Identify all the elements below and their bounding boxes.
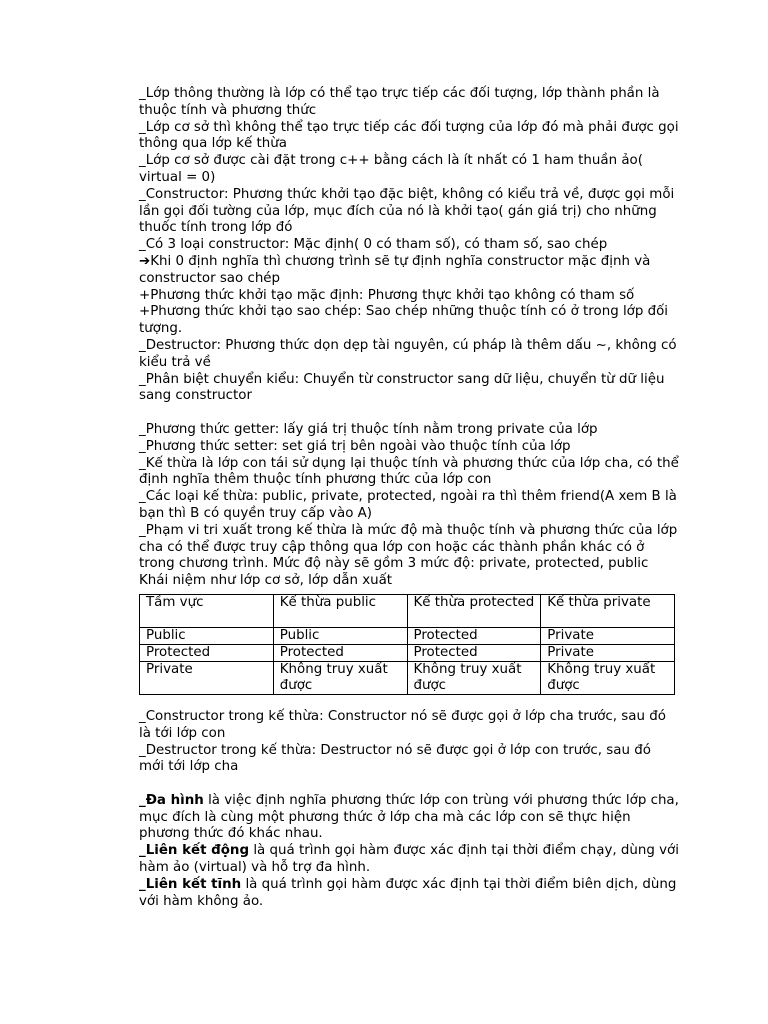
table-cell: Private xyxy=(541,644,675,661)
paragraph: _Phương thức getter: lấy giá trị thuộc tính nằm trong private của lớp xyxy=(139,421,598,437)
paragraph: _Phân biệt chuyển kiểu: Chuyển từ constructor sang dữ liệu, chuyển từ dữ liệu sang constructor xyxy=(139,371,665,404)
table-row xyxy=(140,661,675,694)
paragraph: _Kế thừa là lớp con tái sử dụng lại thuộc tính và phương thức của lớp cha, có thể định nghĩa thêm thuộc tính phương thức của lớp con xyxy=(139,455,679,488)
paragraph: Khái niệm như lớp cơ sở, lớp dẫn xuất xyxy=(139,573,393,589)
paragraph: +Phương thức khởi tạo sao chép: Sao chép những thuộc tính có ở trong lớp đối tượng. xyxy=(139,304,669,337)
paragraph: _Constructor trong kế thừa: Constructor nó sẽ được gọi ở lớp cha trước, sau đó là tới lớp con xyxy=(139,708,666,741)
table-header-cell: Tầm vực xyxy=(140,594,274,627)
paragraph: _Phương thức setter: set giá trị bên ngoài vào thuộc tính của lớp xyxy=(139,438,571,454)
definition-text: là quá trình gọi hàm được xác định tại thời điểm biên dịch, dùng với hàm không ảo. xyxy=(139,876,677,909)
table-cell: Không truy xuất được xyxy=(273,661,407,694)
table-row xyxy=(140,627,675,644)
table-cell: Public xyxy=(140,627,274,644)
inheritance-notes xyxy=(139,709,679,776)
blank-line xyxy=(139,405,679,422)
inheritance-access-table xyxy=(139,594,675,695)
table-header-cell: Kế thừa protected xyxy=(407,594,541,627)
paragraph: ➔Khi 0 định nghĩa thì chương trình sẽ tự định nghĩa constructor mặc định và constructor sao chép xyxy=(139,253,651,286)
definition-term: _Liên kết động xyxy=(139,843,250,859)
paragraph: _Destructor trong kế thừa: Destructor nó sẽ được gọi ở lớp con trước, sau đó mới tới lớp cha xyxy=(139,742,651,775)
paragraph: _Có 3 loại constructor: Mặc định( 0 có tham số), có tham số, sao chép xyxy=(139,237,608,253)
definition-text: là việc định nghĩa phương thức lớp con trùng với phương thức lớp cha, mục đích là cùng một phương thức ở lớp cha mà các lớp con sẽ thực hiện phương thức đó khác nhau. xyxy=(139,792,679,842)
table-cell: Protected xyxy=(407,644,541,661)
definition-term: _Liên kết tĩnh xyxy=(139,876,242,892)
paragraph: _Lớp thông thường là lớp có thể tạo trực tiếp các đối tượng, lớp thành phần là thuộc tính và phương thức xyxy=(139,86,660,118)
table-header-cell: Kế thừa public xyxy=(273,594,407,627)
paragraph: _Constructor: Phương thức khởi tạo đặc biệt, không có kiểu trả về, được gọi mỗi lần gọi đối tường của lớp, mục đích của nó là khởi tạo( gán giá trị) cho những thuốc tính trong lớp đó xyxy=(139,186,675,236)
paragraph: _Lớp cơ sở thì không thể tạo trực tiếp các đối tượng của lớp đó mà phải được gọi thông qua lớp kế thừa xyxy=(139,119,679,152)
table-row xyxy=(140,644,675,661)
paragraph: _Phạm vi tri xuất trong kế thừa là mức độ mà thuộc tính và phương thức của lớp cha có thể được truy cập thông qua lớp con hoặc các thành phần khác có ở trong chương trình. Mức độ này sẽ gồm 3 mức độ: private, protected, public xyxy=(139,522,678,572)
table-cell: Private xyxy=(140,661,274,694)
definition-paragraph xyxy=(139,843,679,877)
definition-text: là quá trình gọi hàm được xác định tại thời điểm chạy, dùng với hàm ảo (virtual) và hỗ trợ đa hình. xyxy=(139,843,679,876)
table-header-cell: Kế thừa private xyxy=(541,594,675,627)
table-cell: Protected xyxy=(407,627,541,644)
table-header-row xyxy=(140,594,675,627)
table-cell: Protected xyxy=(140,644,274,661)
paragraph: +Phương thức khởi tạo mặc định: Phương thực khởi tạo không có tham số xyxy=(139,287,635,303)
paragraph: _Lớp cơ sở được cài đặt trong c++ bằng cách là ít nhất có 1 ham thuần ảo( virtual = 0) xyxy=(139,153,643,185)
table-cell: Protected xyxy=(273,644,407,661)
table-cell: Public xyxy=(273,627,407,644)
definition-paragraph xyxy=(139,877,679,911)
table-cell: Private xyxy=(541,627,675,644)
table-cell: Không truy xuất được xyxy=(541,661,675,694)
definition-paragraph xyxy=(139,793,679,843)
paragraph: _Destructor: Phương thức dọn dẹp tài nguyên, cú pháp là thêm dấu ~, không có kiểu trả về xyxy=(139,337,677,370)
document-body xyxy=(139,86,679,910)
blank-line xyxy=(139,776,679,793)
paragraph: _Các loại kế thừa: public, private, protected, ngoài ra thì thêm friend(A xem B là bạn thì B có quyền truy cấp vào A) xyxy=(139,489,677,521)
definition-term: _Đa hình xyxy=(139,792,204,808)
table-cell: Không truy xuất được xyxy=(407,661,541,694)
